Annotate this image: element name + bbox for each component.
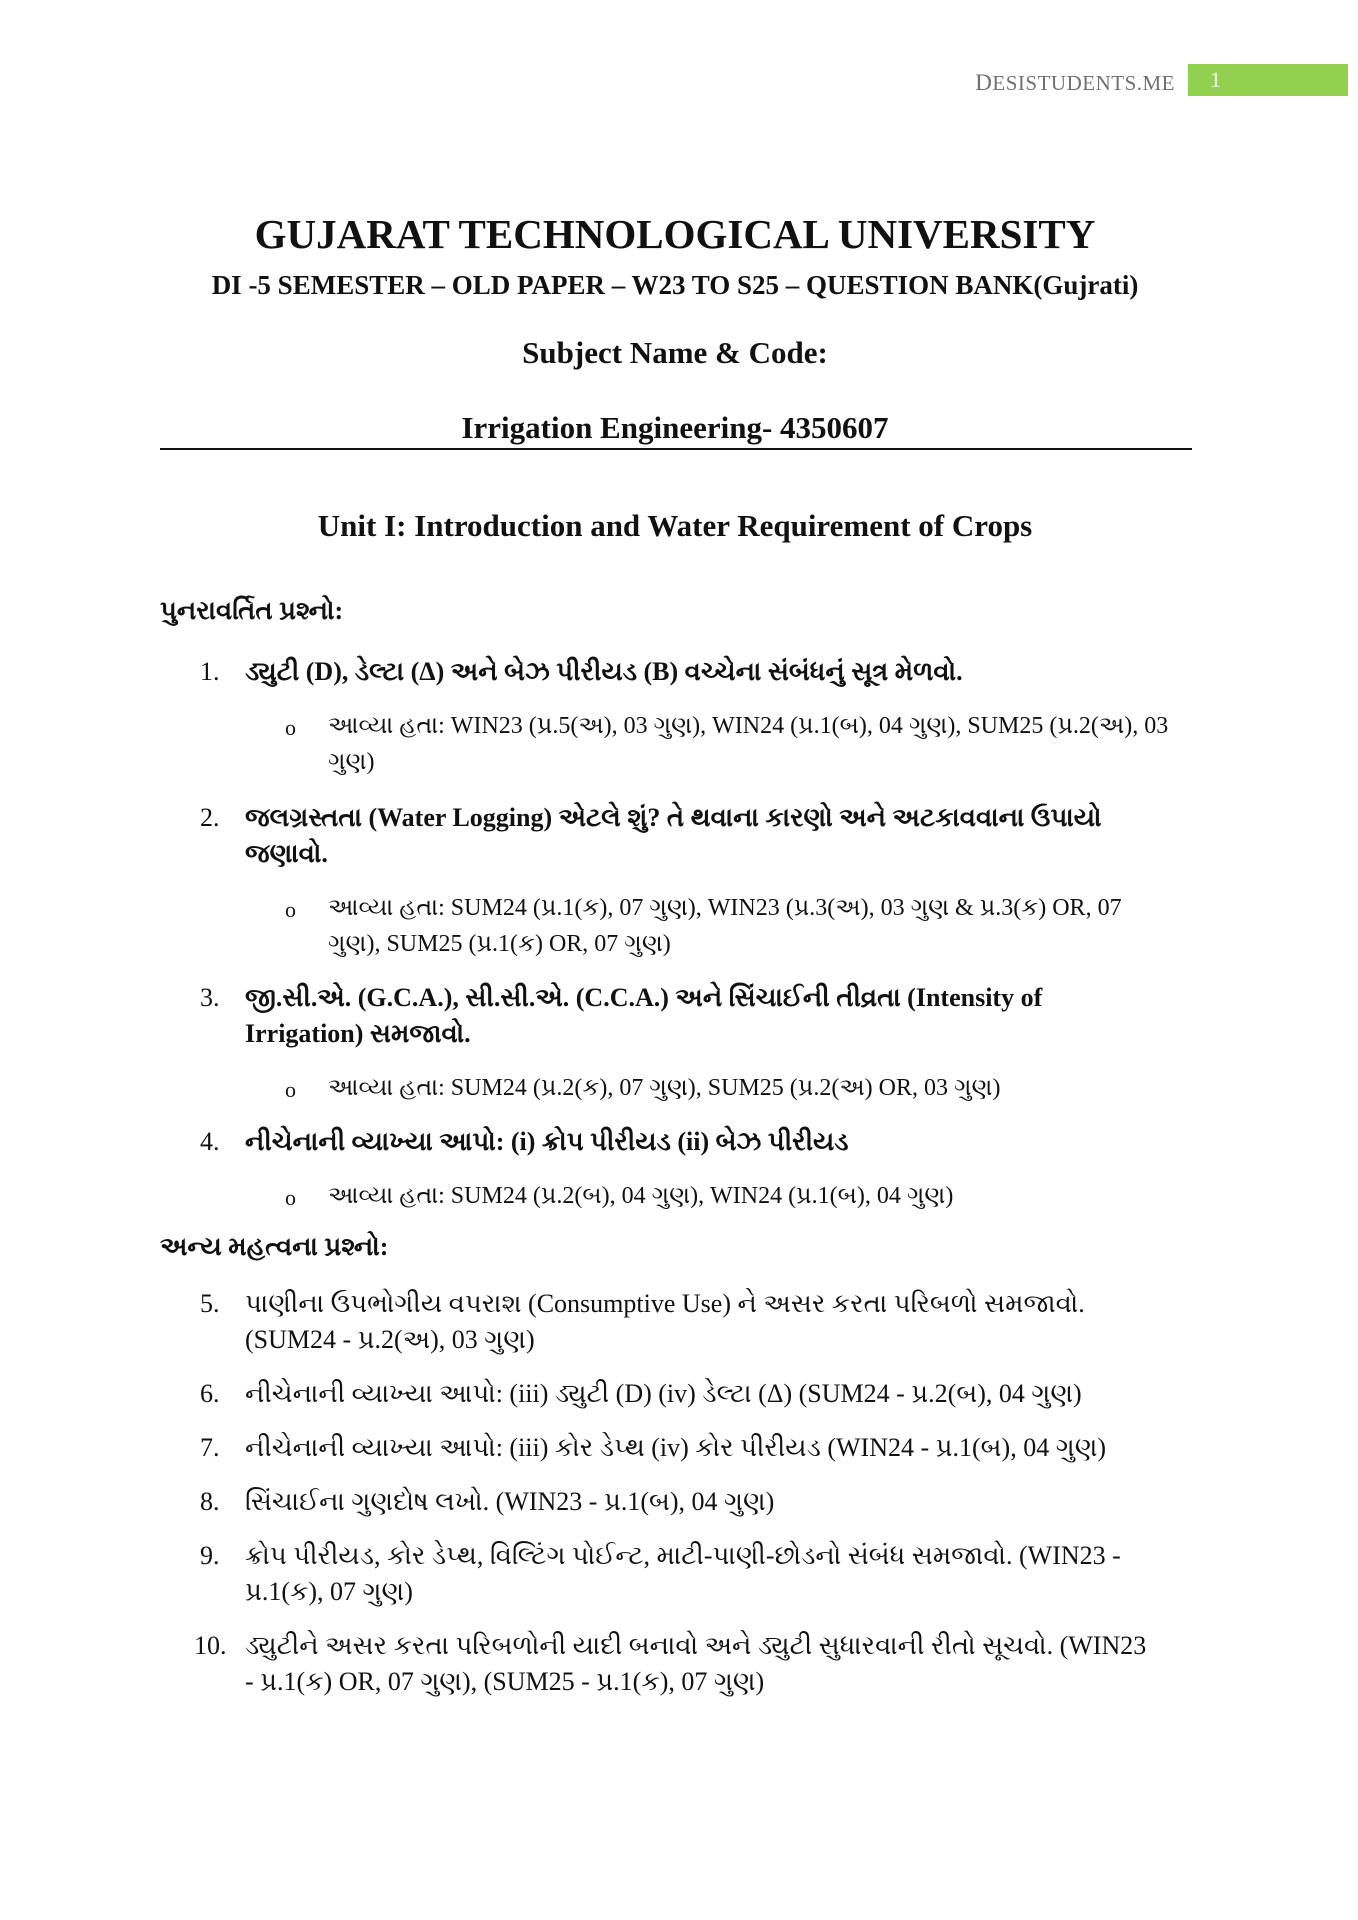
question-number: 5. (200, 1289, 220, 1318)
question-4 (200, 1124, 1160, 1160)
question-text: જલગ્રસ્તતા (Water Logging) એટલે શું? તે થવાના કારણો અને અટકાવવાના ઉપાયો જણાવો. (245, 803, 1102, 868)
bullet-marker: o (285, 715, 296, 740)
question-3-asked (285, 1070, 1175, 1106)
question-text: નીચેનાની વ્યાખ્યા આપો: (iii) ડ્યુટી (D) (iv) ડેલ્ટા (Δ) (SUM24 - પ્ર.2(બ), 04 ગુણ) (245, 1379, 1082, 1408)
question-6 (200, 1376, 1160, 1412)
site-name-rest: ESISTUDENTS.ME (992, 71, 1175, 95)
question-text: ક્રોપ પીરીયડ, કોર ડેપ્થ, વિલ્ટિંગ પોઈન્ટ, માટી-પાણી-છોડનો સંબંધ સમજાવો. (WIN23 - પ્ર.1(ક), 07 ગુણ) (245, 1541, 1121, 1606)
question-8 (200, 1484, 1160, 1520)
asked-text: આવ્યા હતા: SUM24 (પ્ર.1(ક), 07 ગુણ), WIN23 (પ્ર.3(અ), 03 ગુણ & પ્ર.3(ક) OR, 07 ગુણ), SUM25 (પ્ર.1(ક) OR, 07 ગુણ) (328, 895, 1122, 957)
subject-name-code: Irrigation Engineering- 4350607 (461, 410, 889, 445)
question-10 (194, 1628, 1160, 1700)
title-divider (160, 448, 1192, 450)
question-number: 6. (200, 1379, 220, 1408)
asked-text: આવ્યા હતા: SUM24 (પ્ર.2(બ), 04 ગુણ), WIN24 (પ્ર.1(બ), 04 ગુણ) (328, 1183, 954, 1209)
site-name-initial: D (975, 70, 993, 95)
question-number: 1. (200, 657, 220, 686)
asked-text: આવ્યા હતા: SUM24 (પ્ર.2(ક), 07 ગુણ), SUM25 (પ્ર.2(અ) OR, 03 ગુણ) (328, 1075, 1001, 1101)
question-9 (200, 1538, 1160, 1610)
question-2 (200, 800, 1160, 872)
bullet-marker: o (285, 1077, 296, 1102)
unit-title: Unit I: Introduction and Water Requirement of Crops (317, 508, 1033, 543)
question-4-asked (285, 1178, 1175, 1214)
question-5 (200, 1286, 1160, 1358)
question-text: જી.સી.એ. (G.C.A.), સી.સી.એ. (C.C.A.) અને સિંચાઈની તીવ્રતા (Intensity of Irrigation) સમજાવો. (245, 983, 1043, 1048)
section-heading-other: અન્ય મહત્વના પ્રશ્નો: (160, 1232, 389, 1261)
question-1 (200, 654, 1160, 690)
question-text: ડ્યુટીને અસર કરતા પરિબળોની યાદી બનાવો અને ડ્યુટી સુધારવાની રીતો સૂચવો. (WIN23 - પ્ર.1(ક) OR, 07 ગુણ), (SUM25 - પ્ર.1(ક), 07 ગુણ) (245, 1631, 1147, 1696)
page-number: 1 (1188, 64, 1348, 96)
bullet-marker: o (285, 1185, 296, 1210)
bullet-marker: o (285, 897, 296, 922)
question-text: સિંચાઈના ગુણદોષ લખો. (WIN23 - પ્ર.1(બ), 04 ગુણ) (245, 1487, 775, 1516)
section-heading-repeated: પુનરાવર્તિત પ્રશ્નો: (160, 596, 344, 625)
semester-line: DI -5 SEMESTER – OLD PAPER – W23 TO S25 – QUESTION BANK(Gujrati) (211, 270, 1139, 300)
question-number: 10. (194, 1631, 227, 1660)
question-number: 4. (200, 1127, 220, 1156)
subject-label: Subject Name & Code: (522, 335, 828, 370)
question-text: નીચેનાની વ્યાખ્યા આપો: (i) ક્રોપ પીરીયડ (ii) બેઝ પીરીયડ (245, 1127, 849, 1156)
question-text: ડ્યુટી (D), ડેલ્ટા (Δ) અને બેઝ પીરીયડ (B) વચ્ચેના સંબંધનું સૂત્ર મેળવો. (245, 657, 963, 686)
asked-text: આવ્યા હતા: WIN23 (પ્ર.5(અ), 03 ગુણ), WIN24 (પ્ર.1(બ), 04 ગુણ), SUM25 (પ્ર.2(અ), 03 ગુણ) (328, 713, 1169, 775)
question-number: 3. (200, 983, 220, 1012)
question-number: 8. (200, 1487, 220, 1516)
site-name (970, 70, 1175, 96)
question-number: 7. (200, 1433, 220, 1462)
question-number: 2. (200, 803, 220, 832)
question-1-asked (285, 708, 1175, 780)
question-text: પાણીના ઉપભોગીય વપરાશ (Consumptive Use) ને અસર કરતા પરિબળો સમજાવો. (SUM24 - પ્ર.2(અ), 03 ગુણ) (245, 1289, 1085, 1354)
question-number: 9. (200, 1541, 220, 1570)
question-3 (200, 980, 1160, 1052)
question-2-asked (285, 890, 1175, 962)
question-text: નીચેનાની વ્યાખ્યા આપો: (iii) કોર ડેપ્થ (iv) કોર પીરીયડ (WIN24 - પ્ર.1(બ), 04 ગુણ) (245, 1433, 1107, 1462)
university-title: GUJARAT TECHNOLOGICAL UNIVERSITY (254, 211, 1096, 257)
question-7 (200, 1430, 1160, 1466)
